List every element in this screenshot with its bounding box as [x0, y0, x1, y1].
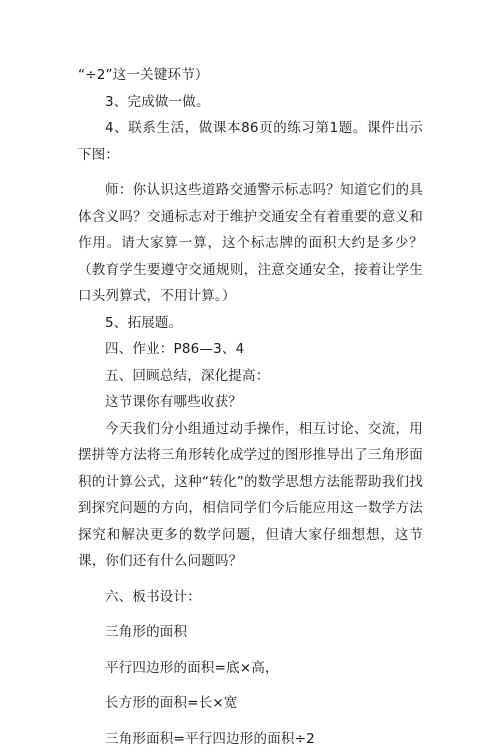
formula-parallelogram: 平行四边形的面积=底×高， — [78, 655, 423, 682]
summary-paragraph: 今天我们分小组通过动手操作，相互讨论、交流，用摆拼等方法将三角形转化成学过的图形推导出了三角形面积的计算公式，这种“转化”的数学思想方法能帮助我们找到探究问题的方向，相信同学们今后能应用这一数学方法探究和解决更多的数学问题，但请大家仔细想想，这节课，你们还有什么问题吗？ — [78, 416, 423, 575]
review-heading: 五、回顾总结，深化提高： — [78, 363, 423, 390]
board-heading: 六、板书设计： — [78, 584, 423, 611]
formula-triangle: 三角形面积=平行四边形的面积÷2 — [78, 726, 423, 752]
question-line: 这节课你有哪些收获？ — [78, 389, 423, 416]
item-4: 4、联系生活，做课本86页的练习第1题。课件出示下图： — [78, 115, 423, 168]
homework-heading: 四、作业：P86—3、4 — [78, 336, 423, 363]
board-title: 三角形的面积 — [78, 619, 423, 646]
quote-continuation: “÷2”这一关键环节） — [78, 62, 423, 89]
document-page — [78, 62, 423, 752]
item-3: 3、完成做一做。 — [78, 89, 423, 116]
teacher-paragraph: 师：你认识这些道路交通警示标志吗？知道它们的具体含义吗？交通标志对于维护交通安全有着重要的意义和作用。请大家算一算，这个标志牌的面积大约是多少？（教育学生要遵守交通规则，注意交通安全，接着让学生口头列算式，不用计算。） — [78, 177, 423, 310]
item-5: 5、拓展题。 — [78, 310, 423, 337]
formula-rectangle: 长方形的面积=长×宽 — [78, 690, 423, 717]
